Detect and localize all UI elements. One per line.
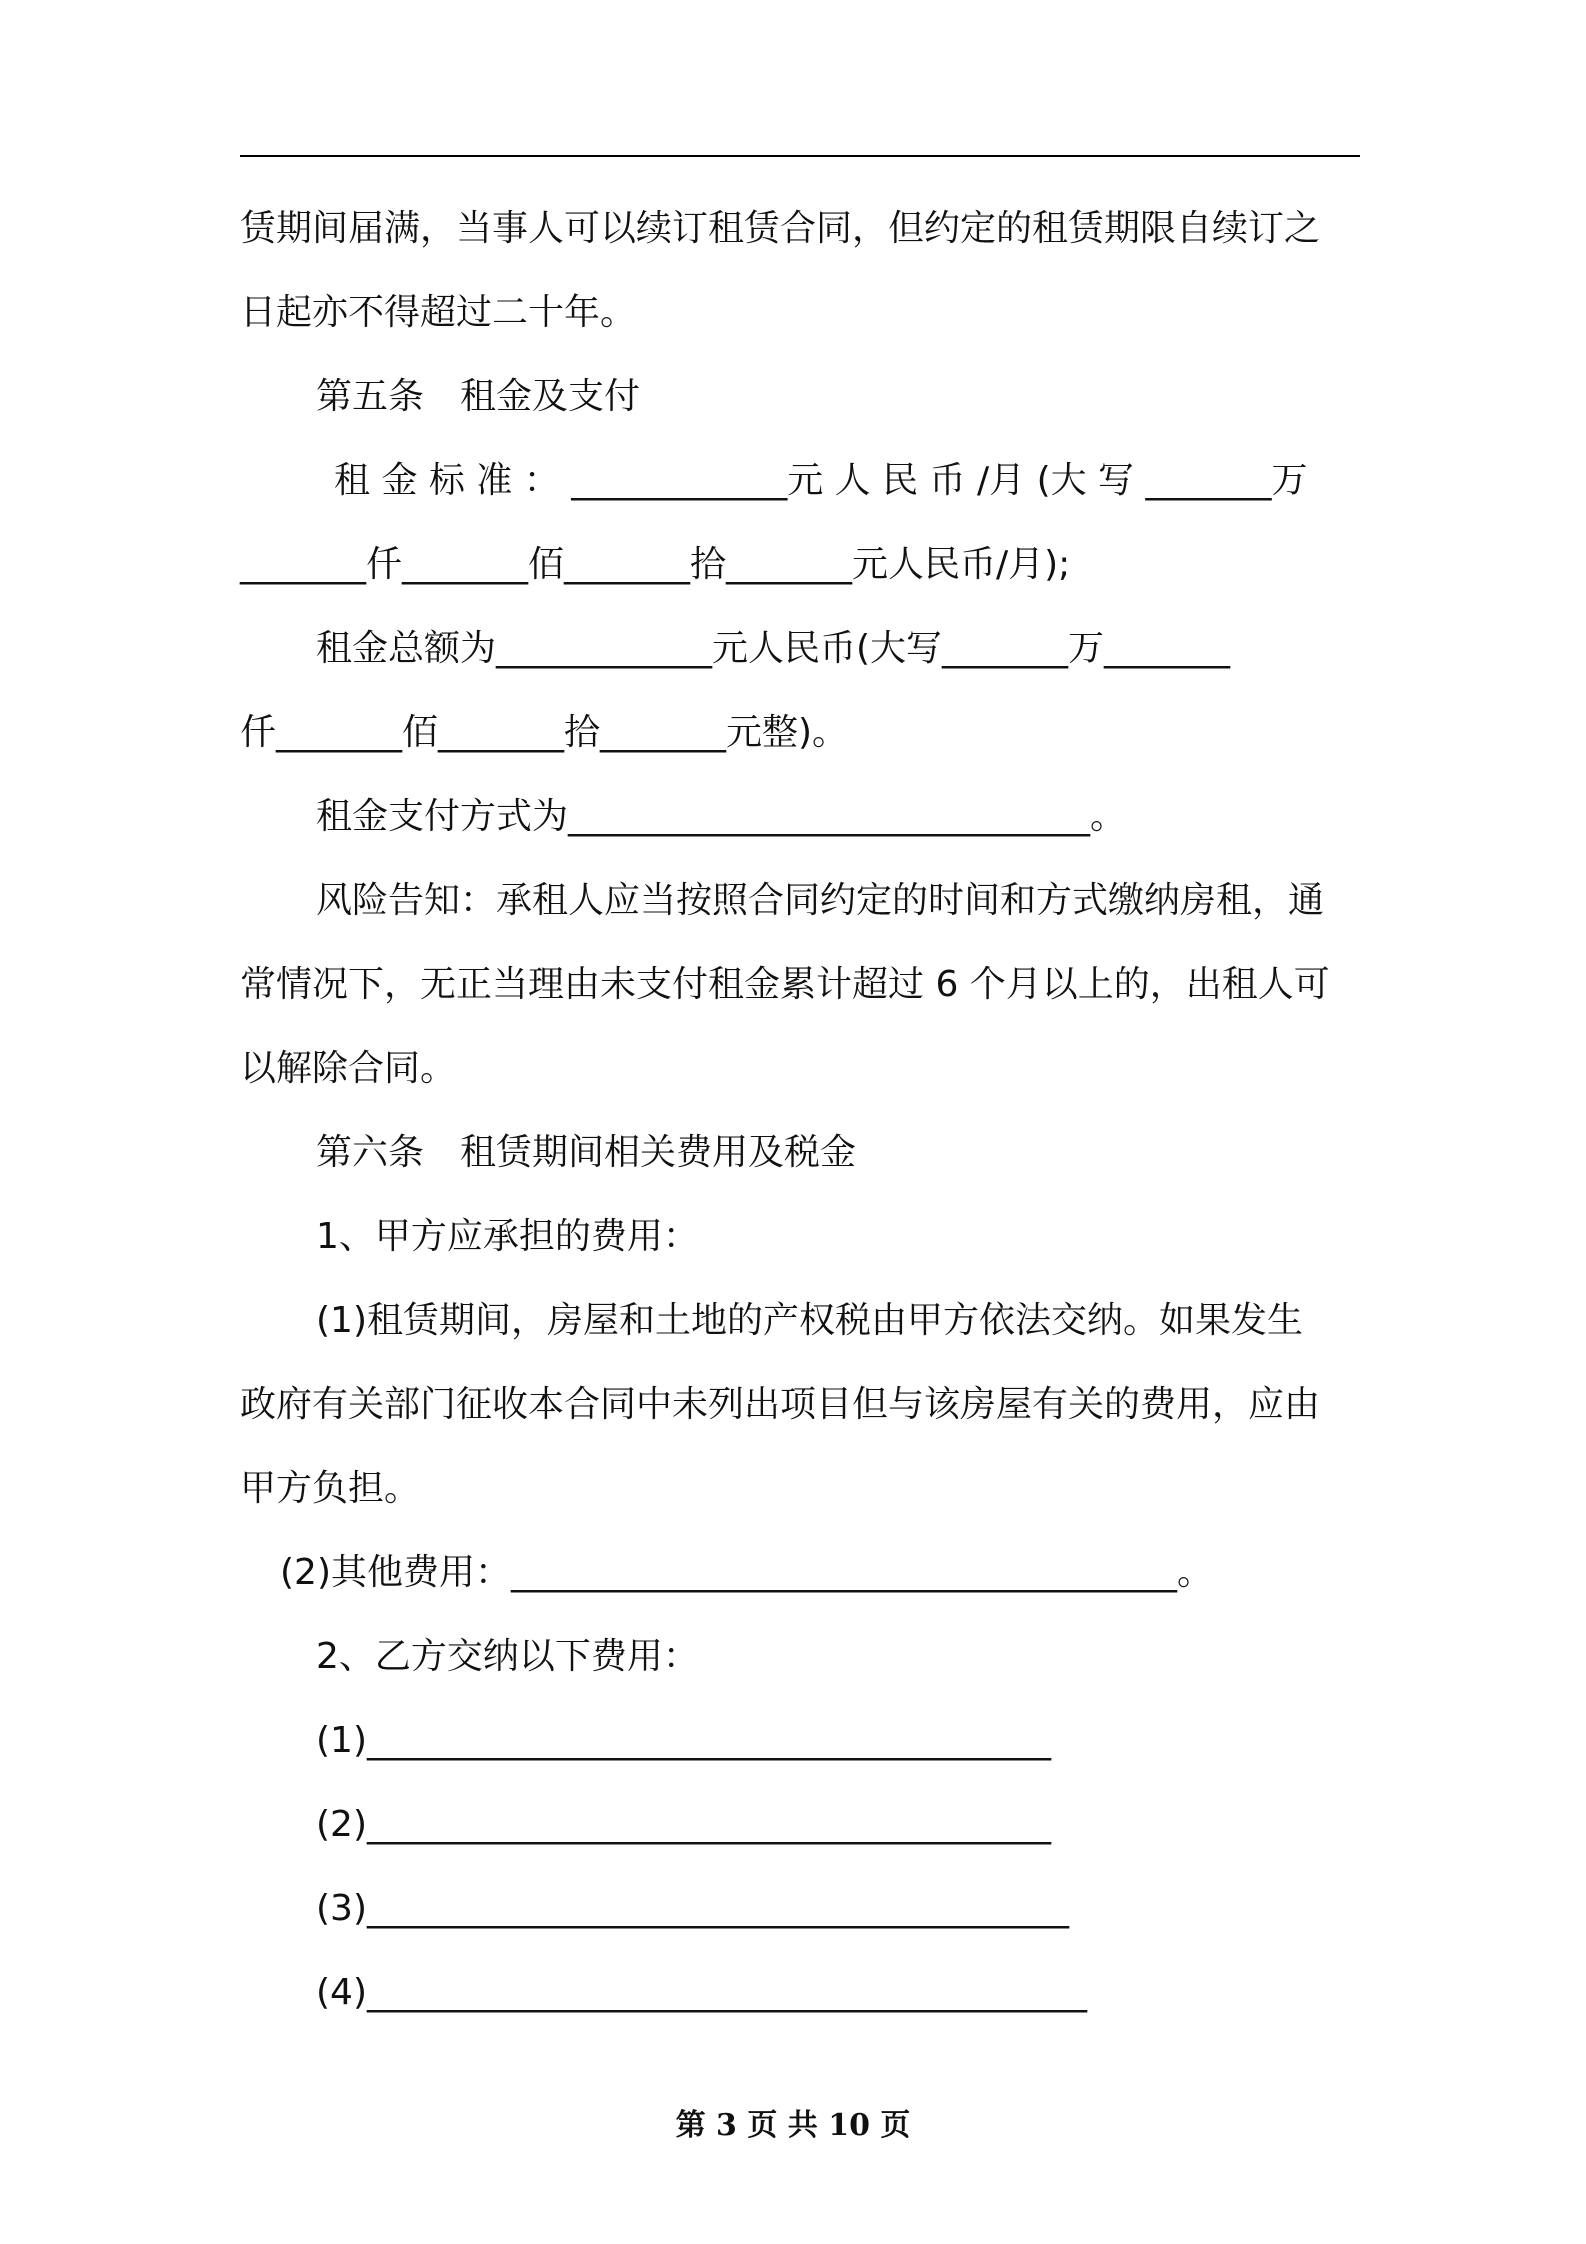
body-line: 日起亦不得超过二十年。 (240, 292, 637, 333)
body-line: _______仟_______佰_______拾_______元人民币/月); (240, 544, 1071, 585)
body-line: (2)其他费用：_____________________________________。 (280, 1552, 1213, 1593)
body-line: 租金支付方式为_____________________________。 (316, 796, 1127, 837)
body-line: 风险告知：承租人应当按照合同约定的时间和方式缴纳房租，通 (316, 880, 1325, 921)
fill-in-item: (3)_______________________________________ (316, 1888, 1069, 1929)
body-line: 常情况下，无正当理由未支付租金累计超过 6 个月以上的，出租人可 (240, 964, 1330, 1005)
body-line: 甲方负担。 (240, 1468, 421, 1509)
article-heading: 第六条 租赁期间相关费用及税金 (316, 1132, 857, 1173)
body-line: 2、乙方交纳以下费用： (316, 1636, 699, 1677)
fill-in-item: (1)______________________________________ (316, 1720, 1051, 1761)
fill-in-item: (4)________________________________________ (316, 1972, 1087, 2013)
body-line: 政府有关部门征收本合同中未列出项目但与该房屋有关的费用，应由 (240, 1384, 1321, 1425)
article-heading: 第五条 租金及支付 (316, 376, 641, 417)
body-line: 仟_______佰_______拾_______元整)。 (240, 712, 849, 753)
body-line: 租金总额为____________元人民币(大写_______万_______ (316, 628, 1231, 669)
fill-in-item: (2)______________________________________ (316, 1804, 1051, 1845)
body-line: 赁期间届满，当事人可以续订租赁合同，但约定的租赁期限自续订之 (240, 208, 1321, 249)
header-rule (240, 155, 1360, 157)
body-line: 以解除合同。 (240, 1048, 457, 1089)
body-line: 租 金 标 准 ： ____________元 人 民 币 /月 (大 写 _______万 (334, 460, 1308, 501)
page-number: 第 3 页 共 10 页 (675, 2108, 911, 2143)
body-line: (1)租赁期间，房屋和土地的产权税由甲方依法交纳。如果发生 (316, 1300, 1303, 1341)
body-line: 1、甲方应承担的费用： (316, 1216, 699, 1257)
